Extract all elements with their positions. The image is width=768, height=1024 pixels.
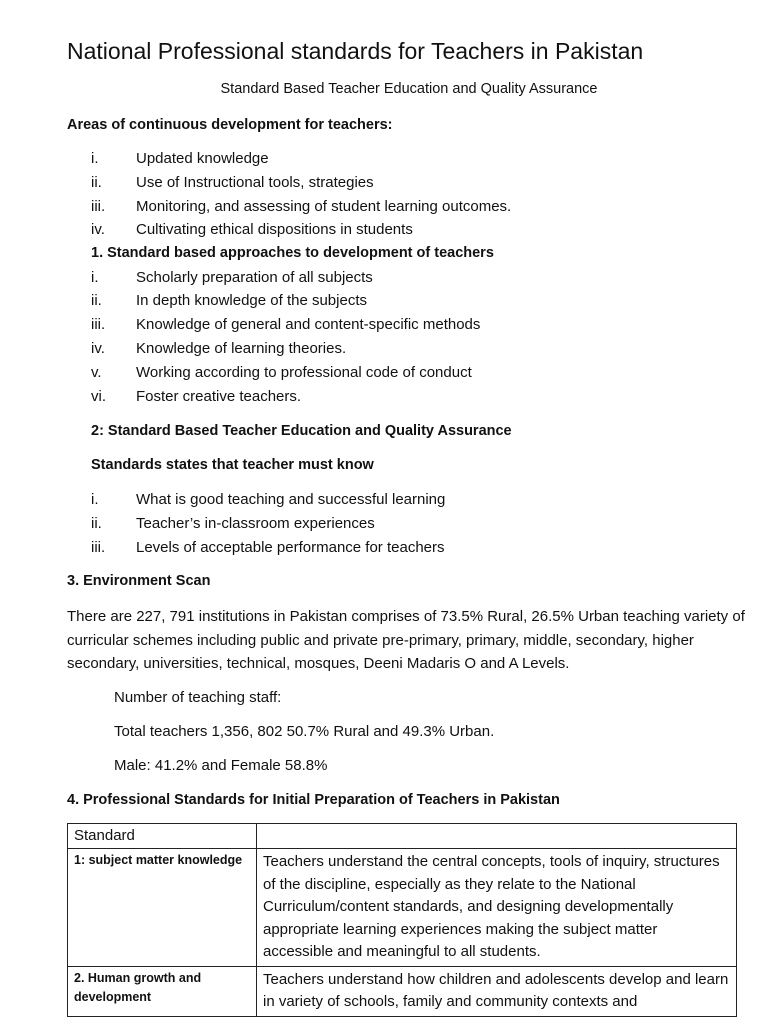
standard-description-cell: Teachers understand the central concepts, tools of inquiry, structures of the discipline, especially as they relate to the National Curriculum/content standards, and designing developmentally appropriate learning experiences making the subject matter accessible and meaningful to all students.: [257, 849, 737, 967]
list-item: In depth knowledge of the subjects: [136, 292, 367, 309]
list-item-number: ii.: [91, 174, 102, 191]
list-item: Working according to professional code of conduct: [136, 364, 472, 381]
list-item: Cultivating ethical dispositions in students: [136, 221, 413, 238]
gender-ratio: Male: 41.2% and Female 58.8%: [114, 757, 328, 774]
section2-subheading: Standards states that teacher must know: [91, 457, 374, 473]
table-header-cell: Standard: [68, 824, 257, 849]
standard-name-cell: 2. Human growth and development: [68, 966, 257, 1016]
section1-heading: 1. Standard based approaches to development of teachers: [91, 245, 494, 261]
environment-paragraph: There are 227, 791 institutions in Pakistan comprises of 73.5% Rural, 26.5% Urban teaching variety of curricular schemes including public and private pre-primary, primary, middle, secondary, higher secondary, universities, technical, mosques, Deeni Madaris O and A Levels.: [67, 608, 745, 672]
list-item: Scholarly preparation of all subjects: [136, 269, 373, 286]
standards-table: [67, 823, 737, 1017]
section3-heading: 3. Environment Scan: [67, 573, 211, 589]
table-row: [68, 966, 737, 1016]
list-item-number: iii.: [91, 539, 106, 556]
list-item-number: vi.: [91, 388, 106, 405]
list-item: Monitoring, and assessing of student learning outcomes.: [136, 198, 512, 215]
list-item-number: iii.: [91, 198, 106, 215]
section4-heading: 4. Professional Standards for Initial Preparation of Teachers in Pakistan: [67, 792, 560, 808]
list-item-number: iii.: [91, 316, 106, 333]
list-item: Teacher’s in-classroom experiences: [136, 515, 375, 532]
list-item-number: v.: [91, 364, 102, 381]
list-item: Updated knowledge: [136, 150, 269, 167]
list-item: Levels of acceptable performance for teachers: [136, 539, 445, 556]
list-item: Foster creative teachers.: [136, 388, 302, 405]
areas-heading: Areas of continuous development for teachers:: [67, 117, 393, 133]
list-item: What is good teaching and successful learning: [136, 491, 446, 508]
section2-heading: 2: Standard Based Teacher Education and Quality Assurance: [91, 423, 512, 439]
list-item-number: iv.: [91, 340, 105, 357]
standard-description-cell: Teachers understand how children and adolescents develop and learn in variety of schools, family and community contexts and: [257, 966, 737, 1016]
list-item-number: i.: [91, 150, 99, 167]
list-item-number: i.: [91, 269, 99, 286]
document-title: National Professional standards for Teachers in Pakistan: [67, 38, 644, 64]
list-item: Knowledge of learning theories.: [136, 340, 347, 357]
list-item: Knowledge of general and content-specific methods: [136, 316, 481, 333]
table-header-row: [68, 824, 737, 849]
table-row: [68, 849, 737, 967]
list-item: Use of Instructional tools, strategies: [136, 174, 374, 191]
list-item-number: i.: [91, 491, 99, 508]
table-header-cell: [257, 824, 737, 849]
document-subtitle: Standard Based Teacher Education and Quality Assurance: [220, 81, 598, 97]
standard-name-cell: 1: subject matter knowledge: [68, 849, 257, 967]
list-item-number: ii.: [91, 292, 102, 309]
total-teachers: Total teachers 1,356, 802 50.7% Rural and 49.3% Urban.: [114, 723, 495, 740]
list-item-number: ii.: [91, 515, 102, 532]
list-item-number: iv.: [91, 221, 105, 238]
staff-label: Number of teaching staff:: [114, 689, 282, 706]
